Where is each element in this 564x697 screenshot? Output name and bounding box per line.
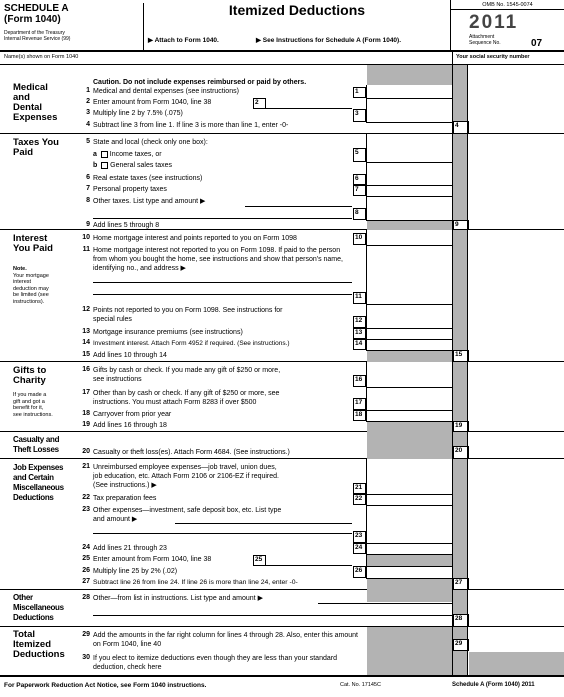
line-11-name-input[interactable] [93, 282, 352, 283]
line-4-box: 4 [453, 121, 468, 134]
line-15-label: Add lines 10 through 14 [93, 352, 167, 359]
line-27-label: Subtract line 26 from line 24. If line 26 is more than line 24, enter -0- [93, 579, 298, 586]
line-8-type-input[interactable] [245, 206, 352, 207]
line-5b-option[interactable]: b General sales taxes [93, 162, 173, 169]
taxes-title: Taxes You Paid [13, 137, 59, 158]
line-6-label: Real estate taxes (see instructions) [93, 175, 203, 182]
line-2-box: 2 [253, 98, 266, 109]
gifts-amount-column[interactable] [366, 362, 367, 421]
schedule-label: SCHEDULE A [4, 3, 69, 14]
form-title: Itemized Deductions [228, 2, 366, 18]
line-11-label: Home mortgage interest not reported to you on Form 1098. If paid to the person from whom you bought the home, see instructions and show that person's name, identifying no., and address ▶ [93, 247, 343, 272]
line-9-amount[interactable] [468, 220, 469, 230]
gifts-note: If you made a gift and got a benefit for it, see instructions. [13, 392, 53, 418]
line-5-label: State and local (check only one box): [93, 139, 208, 146]
line-3-box: 3 [353, 109, 366, 122]
line-28-type-input[interactable] [318, 603, 452, 604]
total-title: Total Itemized Deductions [13, 629, 65, 660]
section-taxes: Taxes You Paid 5 State and local (check only one box): a Income taxes, or b General sales taxes 6 Real estate taxes (see instructions) 7 Personal property taxes 8 Other taxes. List type and amount ▶ 5 6 7 8 9 Add lines 5 through 8 9 [0, 134, 564, 230]
ssn-field[interactable]: Your social security number [452, 52, 564, 65]
form-header [0, 0, 564, 52]
instructions-note: ▶ See Instructions for Schedule A (Form 1040). [256, 37, 402, 44]
line-29-amount[interactable] [468, 639, 469, 651]
dept-label-2: Internal Revenue Service (99) [4, 36, 71, 42]
line-21-label: Unreimbursed employee expenses—job travel, union dues, job education, etc. Attach Form 2106 or 2106-EZ if required. (See instructions.) ▶ [93, 464, 279, 489]
line-25-label: Enter amount from Form 1040, line 38 [93, 556, 212, 563]
tax-year: 2011 [469, 12, 519, 33]
section-medical: Medical and Dental Expenses Caution. Do not include expenses reimbursed or paid by others. 1 Medical and dental expenses (see instructions) 2 Enter amount from Form 1040, line 38 3 Multiply line 2 by 7.5% (.075) 4 Subtract line 3 from line 1. If line 3 is more than line 1, enter -0- 1 3 2 4 [0, 65, 564, 134]
form-footer [0, 675, 564, 697]
line-4-amount[interactable] [468, 121, 469, 134]
other-misc-title: Other Miscellaneous Deductions [13, 593, 64, 622]
line-2-input[interactable] [266, 108, 352, 109]
line-25-input[interactable] [266, 565, 352, 566]
line-23-type-input[interactable] [175, 523, 352, 524]
section-job-expenses: Job Expenses and Certain Miscellaneous Deductions 21 Unreimbursed employee expenses—job travel, union dues, job education, etc. Attach Form 2106 or 2106-EZ if required. (See instructions.) ▶ 22 Tax preparation fees 23 Other expenses—investment, safe deposit box, etc. List type and amount ▶ 24 Add lines 21 through 23 25 Enter amount from Form 1040, line 38 25 26 Multiply line 25 by 2% (.02) 27 Subtract line 26 from line 24. If line 26 is more than line 24, enter -0- 21 22 23 24 26 27 [0, 459, 564, 590]
line-18-label: Carryover from prior year [93, 411, 172, 418]
interest-amount-column[interactable] [366, 230, 367, 350]
line-8-label: Other taxes. List type and amount ▶ [93, 198, 206, 205]
line-23-label: Other expenses—investment, safe deposit box, etc. List type and amount ▶ [93, 507, 282, 523]
line-4-label: Subtract line 3 from line 1. If line 3 is more than line 1, enter -0- [93, 122, 289, 129]
line-9-label: Add lines 5 through 8 [93, 222, 160, 229]
line-29-label: Add the amounts in the far right column for lines 4 through 28. Also, enter this amount on Form 1040, line 40 [93, 632, 358, 648]
line-17-label: Other than by cash or check. If any gift of $250 or more, see instructions. You must attach Form 8283 if over $500 [93, 390, 280, 406]
line-1-label: Medical and dental expenses (see instructions) [93, 88, 239, 95]
line-20-amount[interactable] [468, 446, 469, 459]
medical-title: Medical and Dental Expenses [13, 82, 58, 123]
line-14-label: Investment interest. Attach Form 4952 if required. (See instructions.) [93, 340, 290, 347]
footer-form-id: Schedule A (Form 1040) 2011 [452, 682, 535, 688]
dept-label-1: Department of the Treasury [4, 30, 65, 36]
sales-taxes-checkbox[interactable] [101, 162, 108, 169]
year-block [450, 0, 564, 50]
line-7-label: Personal property taxes [93, 186, 167, 193]
line-12-label: Points not reported to you on Form 1098. See instructions for special rules [93, 307, 283, 323]
casualty-title: Casualty and Theft Losses [13, 435, 60, 454]
paperwork-notice: For Paperwork Reduction Act Notice, see Form 1040 instructions. [4, 682, 207, 689]
line-24-label: Add lines 21 through 23 [93, 545, 167, 552]
section-total: Total Itemized Deductions 29 Add the amounts in the far right column for lines 4 through 28. Also, enter this amount on Form 1040, line 40 30 If you elect to itemize deductions even though they are less than your standard deduction, check here 29 [0, 627, 564, 675]
line-26-label: Multiply line 25 by 2% (.02) [93, 568, 178, 575]
title-block [144, 0, 450, 50]
line-19-amount[interactable] [468, 421, 469, 432]
line-1-box: 1 [353, 87, 366, 98]
section-gifts: Gifts to Charity If you made a gift and got a benefit for it, see instructions. 16 Gifts by cash or check. If you made any gift of $250 or more, see instructions 17 Other than by cash or check. If any gift of $250 or more, see instructions. You must attach Form 8283 if over $500 18 Carryover from prior year 19 Add lines 16 through 18 16 17 18 19 [0, 362, 564, 432]
attach-note: ▶ Attach to Form 1040. [148, 37, 219, 44]
line-3-label: Multiply line 2 by 7.5% (.075) [93, 110, 183, 117]
interest-note: Note. Your mortgage interest deduction may be limited (see instructions). [13, 266, 49, 305]
line-5a-option[interactable]: a Income taxes, or [93, 151, 162, 158]
gifts-title: Gifts to Charity [13, 365, 47, 386]
line-20-label: Casualty or theft loss(es). Attach Form 4684. (See instructions.) [93, 449, 290, 456]
line-15-amount[interactable] [468, 350, 469, 362]
job-title: Job Expenses and Certain Miscellaneous Deductions [13, 463, 64, 502]
line-28-amount[interactable] [468, 614, 469, 627]
income-taxes-checkbox[interactable] [101, 151, 108, 158]
section-interest: Interest You Paid Note. Your mortgage interest deduction may be limited (see instructions). 10 Home mortgage interest and points reported to you on Form 1098 11 Home mortgage interest not reported to you on Form 1098. If paid to the person from whom you bought the home, see instructions and show that person's name, identifying no., and address ▶ 12 Points not reported to you on Form 1098. See instructions for special rules 13 Mortgage insurance premiums (see instructions) 14 Investment interest. Attach Form 4952 if required. (See instructions.) 15 Add lines 10 through 14 10 11 12 13 14 15 [0, 230, 564, 362]
line-30-label: If you elect to itemize deductions even though they are less than your standard deduction, check here [93, 655, 337, 671]
line-13-label: Mortgage insurance premiums (see instructions) [93, 329, 243, 336]
interest-title: Interest You Paid [13, 233, 53, 254]
name-row [0, 52, 564, 65]
line-1-3-amount[interactable] [366, 85, 367, 123]
name-field-label[interactable]: Name(s) shown on Form 1040 [4, 54, 79, 60]
line-19-label: Add lines 16 through 18 [93, 422, 167, 429]
caution-text: Caution. Do not include expenses reimbursed or paid by others. [93, 79, 307, 86]
line-27-amount[interactable] [468, 578, 469, 590]
sequence-number: 07 [531, 38, 543, 49]
omb-number: OMB No. 1545-0074 [451, 0, 564, 10]
taxes-amount-column[interactable] [366, 134, 367, 220]
line-25-box: 25 [253, 555, 266, 566]
line-2-label: Enter amount from Form 1040, line 38 [93, 99, 212, 106]
section-other-misc: Other Miscellaneous Deductions 28 Other—from list in instructions. List type and amount ▶ 28 [0, 590, 564, 627]
catalog-number: Cat. No. 17145C [340, 682, 381, 688]
section-casualty: Casualty and Theft Losses 20 Casualty or theft loss(es). Attach Form 4684. (See instructions.) 20 [0, 432, 564, 459]
line-10-label: Home mortgage interest and points reported to you on Form 1098 [93, 235, 297, 242]
line-28-label: Other—from list in instructions. List type and amount ▶ [93, 595, 263, 602]
form-label: (Form 1040) [4, 14, 61, 25]
line-22-label: Tax preparation fees [93, 495, 157, 502]
form-id-block [4, 3, 144, 50]
attachment-label: Attachment Sequence No. [469, 34, 501, 46]
line-16-label: Gifts by cash or check. If you made any gift of $250 or more, see instructions [93, 367, 281, 383]
